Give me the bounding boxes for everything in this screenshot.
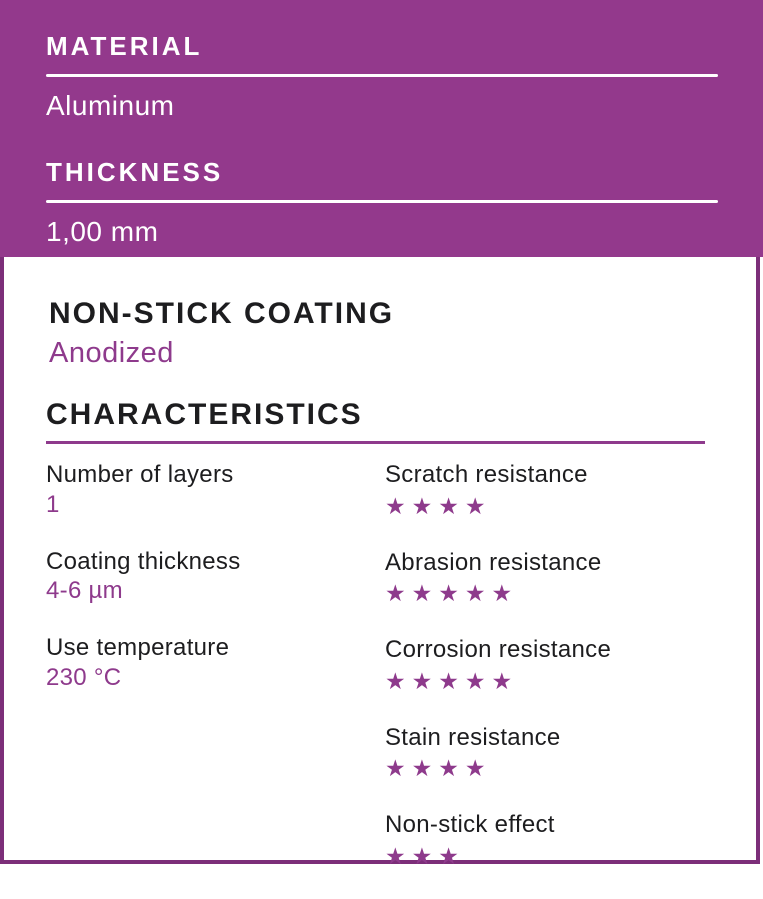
star-rating: ★★★★★ (385, 667, 519, 694)
characteristics-columns (46, 461, 715, 899)
header-field (46, 158, 718, 248)
star-rating: ★★★★★ (385, 580, 519, 607)
coating-value: Anodized (49, 337, 174, 369)
specs-column (46, 461, 385, 899)
coating-section-title: NON-STICK COATING (49, 297, 395, 330)
product-header (0, 0, 763, 257)
rating-label: Non-stick effect (385, 811, 555, 839)
spec-label: Number of layers (46, 461, 234, 488)
header-divider (46, 74, 718, 77)
rating-item (385, 549, 715, 609)
header-field-value: 1,00 mm (46, 215, 159, 247)
rating-item (385, 461, 715, 521)
rating-label: Abrasion resistance (385, 548, 602, 576)
rating-item (385, 636, 715, 696)
rating-label: Corrosion resistance (385, 636, 612, 664)
ratings-column (385, 461, 715, 899)
characteristics-divider (46, 441, 705, 444)
rating-label: Stain resistance (385, 723, 561, 751)
spec-value: 4-6 µm (46, 577, 123, 605)
rating-item (385, 724, 715, 784)
spec-value: 230 °C (46, 663, 122, 691)
star-rating: ★★★ (385, 842, 465, 869)
star-rating: ★★★★ (385, 492, 492, 519)
header-field-label: MATERIAL (46, 31, 203, 61)
header-field (46, 32, 718, 122)
spec-item (46, 634, 385, 693)
rating-item (385, 811, 715, 871)
spec-label: Coating thickness (46, 547, 241, 575)
spec-card (0, 257, 760, 869)
spec-item (46, 548, 385, 607)
rating-label: Scratch resistance (385, 461, 588, 488)
spec-value: 1 (46, 490, 60, 518)
header-field-label: THICKNESS (46, 157, 224, 188)
characteristics-title: CHARACTERISTICS (46, 398, 363, 431)
star-rating: ★★★★ (385, 755, 492, 782)
spec-item (46, 461, 385, 520)
header-divider (46, 200, 718, 203)
spec-label: Use temperature (46, 634, 230, 662)
header-fields (46, 32, 718, 248)
header-field-value: Aluminum (46, 89, 175, 121)
